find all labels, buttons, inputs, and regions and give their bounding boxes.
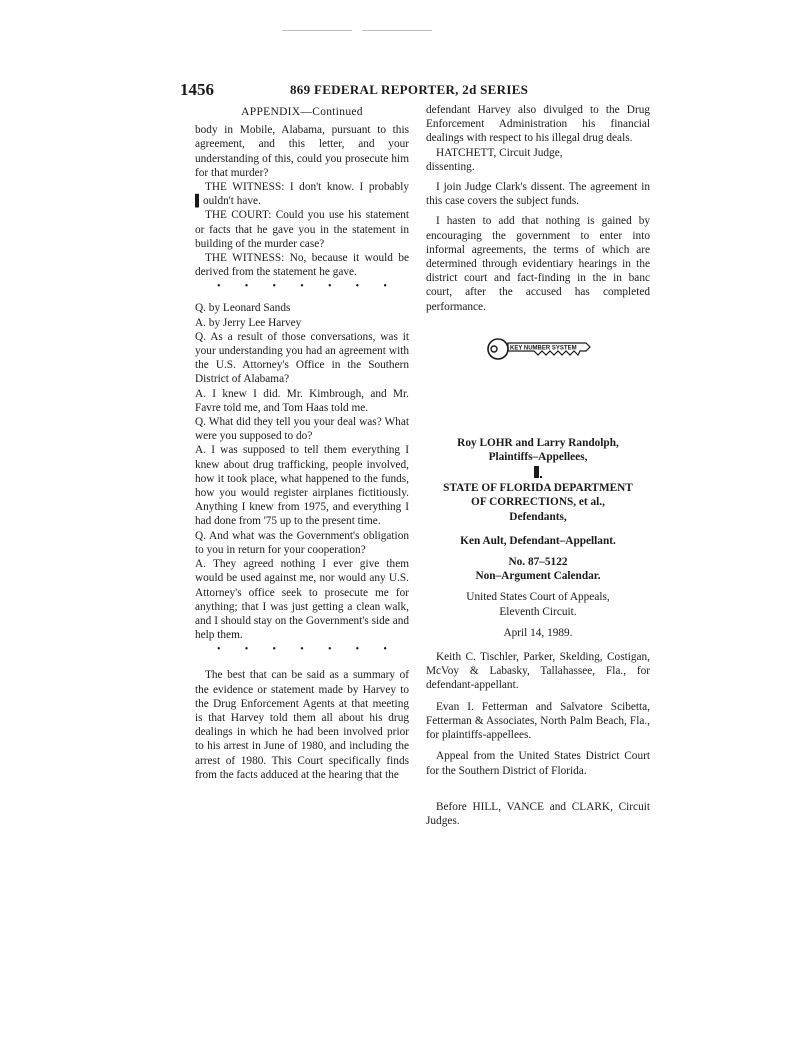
key-logo-text: KEY NUMBER SYSTEM [510,345,577,352]
dot: • [244,281,249,293]
key-number-system-logo [486,334,592,364]
defendants-role: Defendants, [509,510,567,523]
left-paragraph-3: THE COURT: Could you use his statement or facts that he gave you in the statement in building of the murder case? [195,209,409,250]
dot: • [300,281,304,293]
counsel-appellees: Evan I. Fetterman and Salvatore Scibetta, Fetterman & Associates, North Palm Beach, Fla., for plaintiffs-appellees. [426,700,650,742]
case-caption [426,436,650,640]
panel-judges: Before HILL, VANCE and CLARK, Circuit Judges. [426,800,650,827]
qa-line: A. by Jerry Lee Harvey [195,316,302,329]
defendant-line-1: STATE OF FLORIDA DEPARTMENT [443,482,633,495]
dot: • [217,644,221,656]
docket-number: No. 87–5122 [508,556,568,569]
right-paragraph-1: defendant Harvey also divulged to the Drug Enforcement Administration his financial dealings with respect to his illegal drug deals. [426,104,650,145]
right-paragraph-2: I join Judge Clark's dissent. The agreement in this case covers the subject funds. [426,181,650,208]
top-scan-line-left [282,30,352,31]
dot: • [272,281,276,293]
qa-line: Q. As a result of those conversations, was it your understanding you had an agreement with the U.S. Attorney's Office in the Southern District of Alabama? [195,330,409,386]
qa-line: A. They agreed nothing I ever give them would be used against me, nor would any U.S. Attorney's office seek to prosecute me for anything; that I was just getting a clean walk, and I should stay on the Government's side and help them. [195,558,409,642]
plaintiffs-role: Plaintiffs–Appellees, [488,451,588,464]
page-number: 1456 [180,80,214,99]
right-column [426,103,650,828]
appeal-from: Appeal from the United States District Court for the Southern District of Florida. [426,750,650,777]
dot: • [327,644,332,656]
dot: • [217,281,221,293]
dot: • [327,281,332,293]
left-paragraph-1: body in Mobile, Alabama, pursuant to this agreement, and this letter, and your understanding of this, could you prosecute him for that murder? [195,124,409,179]
left-paragraph-2: THE WITNESS: I don't know. I probably ▌ouldn't have. [195,181,409,208]
dot: • [383,281,387,293]
qa-line: A. I knew I did. Mr. Kimbrough, and Mr. Favre told me, and Tom Haas told me. [195,387,409,414]
dot: • [355,281,360,293]
defendant-line-2: OF CORRECTIONS, et al., [471,496,605,509]
qa-line: Q. What did they tell you your deal was? What were you supposed to do? [195,416,409,443]
appellant: Ken Ault, Defendant–Appellant. [460,534,616,547]
left-paragraph-4: THE WITNESS: No, because it would be derived from the statement he gave. [195,252,409,279]
dissenting-label: dissenting. [426,160,475,173]
court-name-2: Eleventh Circuit. [499,605,577,618]
dot: • [300,644,304,656]
left-column [195,105,409,782]
left-paragraph-5: The best that can be said as a summary of the evidence or statement made by Harvey to the Drug Enforcement Agents at that meeting is that Harvey told them all about his drug dealings in which he had been involved prior to his arrest in June of 1980, and including the arrest of 1980. This Court specifically finds from the facts adduced at the hearing that the [195,669,409,781]
calendar-type: Non–Argument Calendar. [475,570,601,583]
page-header [180,80,640,102]
dot: • [355,644,360,656]
running-title: 869 FEDERAL REPORTER, 2d SERIES [290,82,529,97]
appendix-heading: APPENDIX—Continued [241,106,363,118]
ellipsis-dots-2 [195,642,409,660]
decision-date: April 14, 1989. [503,626,573,639]
qa-line: Q. by Leonard Sands [195,302,291,315]
dot: • [272,644,276,656]
top-scan-line-right [362,30,432,31]
plaintiffs-names: Roy LOHR and Larry Randolph, [457,436,619,449]
counsel-appellant: Keith C. Tischler, Parker, Skelding, Costigan, McVoy & Labasky, Tallahassee, Fla., for defendant-appellant. [426,651,650,692]
qa-line: A. I was supposed to tell them everything I knew about drug trafficking, people involved, how it took place, what happened to the funds, how you would register airplanes fictitiously. Anything I knew from 1975, and everything I had done from '75 up to the present time. [195,444,409,528]
judge-name: HATCHETT, Circuit Judge, [436,146,563,159]
dot: • [244,644,249,656]
versus-mark-icon [533,466,543,479]
dot: • [383,644,387,656]
court-name-1: United States Court of Appeals, [466,591,610,604]
ellipsis-dots-1 [195,279,409,297]
right-paragraph-3: I hasten to add that nothing is gained by encouraging the government to enter into informal agreements, the terms of which are determined through evidentiary hearings in the district court and fact-finding in the in banc court, after the accused has completed performance. [426,215,650,313]
qa-line: Q. And what was the Government's obligation to you in return for your cooperation? [195,529,409,556]
